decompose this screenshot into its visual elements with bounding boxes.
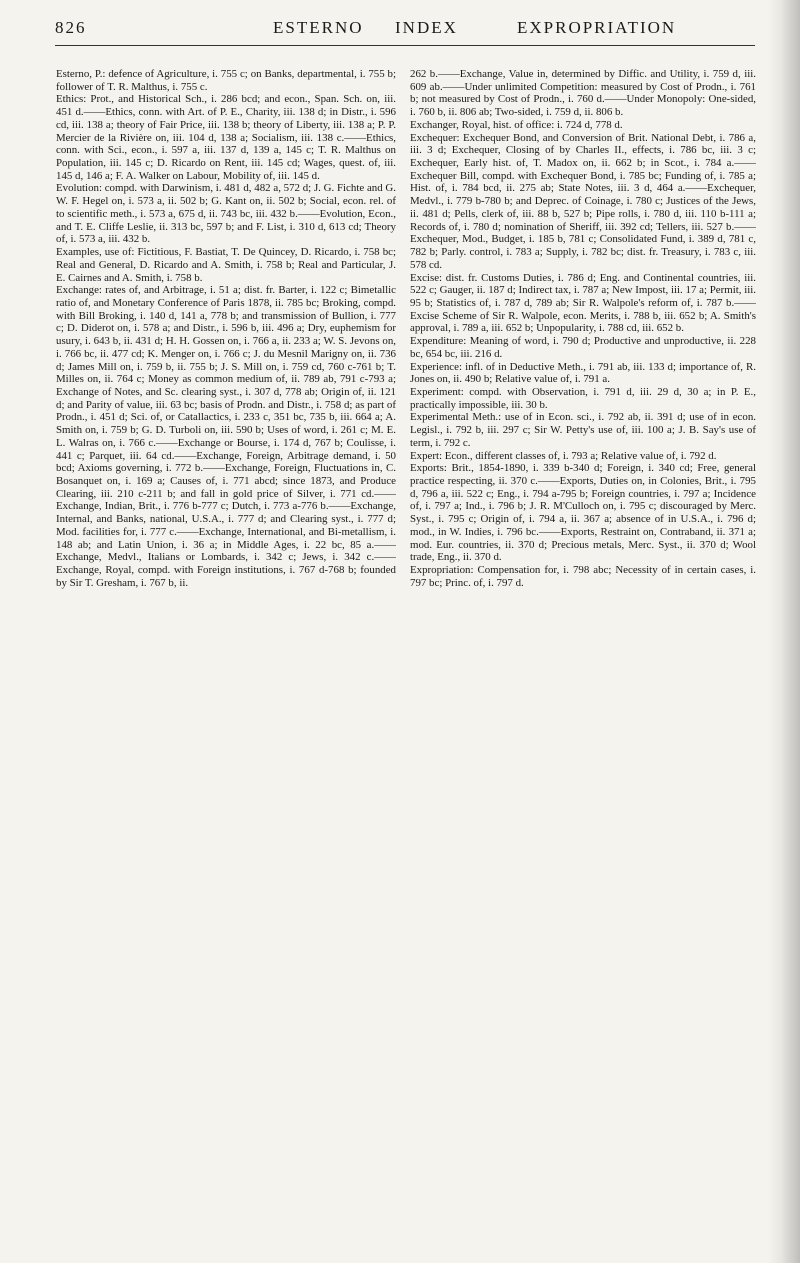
index-entry-exchange-cont: 262 b.——Exchange, Value in, determined by Diffic. and Utility, i. 759 d, iii. 609 ab.——Under unlimited Competition: measured by Cost of Prodn., i. 761 b; not measured by Cost of Prodn., i. 760 d.——Under Monopoly: One-sided, i. 760 b, ii. 806 ab; Two-sided, i. 759 d, ii. 806 b. — [410, 68, 756, 119]
index-entry-expert: Expert: Econ., different classes of, i. 793 a; Relative value of, i. 792 d. — [410, 449, 717, 462]
page-edge-shadow — [768, 0, 800, 1263]
index-entry-exchanger: Exchanger, Royal, hist. of office: i. 724 d, 778 d. — [410, 118, 623, 131]
head-section-title: INDEX — [395, 18, 458, 37]
index-entry-experimental-meth: Experimental Meth.: use of in Econ. sci., i. 792 ab, ii. 391 d; use of in econ. Legisl., i. 792 b, iii. 297 c; Sir W. Petty's use of, iii. 100 a; J. B. Say's use of term, i. 792 c. — [410, 411, 756, 449]
index-column-right — [410, 68, 756, 1248]
index-entry-expenditure: Expenditure: Meaning of word, i. 790 d; Productive and unproductive, ii. 228 bc, 654 bc, iii. 216 d. — [410, 335, 756, 360]
index-entry-esterno: Esterno, P.: defence of Agriculture, i. 755 c; on Banks, departmental, i. 755 b; follower of T. R. Malthus, i. 755 c. — [56, 68, 396, 93]
index-entry-exchequer: Exchequer: Exchequer Bond, and Conversion of Brit. National Debt, i. 786 a, iii. 3 d; Exchequer, Closing of by Charles II., effects, i. 786 bc, iii. 3 c; Exchequer, Early hist. of, T. Madox on, ii. 662 b; in Scot., i. 784 a.——Exchequer Bill, compd. with Exchequer Bond, i. 785 bc; Funding of, i. 785 a; Hist. of, i. 784 bcd, ii. 275 ab; State Notes, iii. 3 d, 464 a.——Exchequer, Medvl., i. 779 b-780 b; and Deprec. of Coinage, i. 780 c; Justices of the Jews, ii. 481 d; Pells, clerk of, iii. 88 b, 527 b; Pipe rolls, i. 780 d, iii. 110 b-111 a; Records of, i. 780 d; nomination of Sheriff, iii. 392 cd; Tellers, iii. 527 b.——Exchequer, Mod., Budget, i. 185 b, 781 c; Consolidated Fund, i. 389 d, 781 c, 782 b; Parly. control, i. 783 a; Supply, i. 782 bc; dist. fr. Treasury, i. 783 c, iii. 578 cd. — [410, 131, 756, 271]
index-column-left — [56, 68, 396, 1248]
running-head — [55, 18, 755, 40]
index-entry-experiment: Experiment: compd. with Observation, i. 791 d, iii. 29 d, 30 a; in P. E., practically impossible, iii. 30 b. — [410, 385, 756, 411]
index-entry-exports: Exports: Brit., 1854-1890, i. 339 b-340 d; Foreign, i. 340 cd; Free, general practice respecting, ii. 370 c.——Exports, Duties on, in Colonies, Brit., i. 795 d, 796 a, iii. 522 c; Eng., i. 794 a-795 b; Foreign countries, i. 797 a; Incidence of, i. 797 a; Ind., i. 796 b; J. R. M'Culloch on, i. 795 c; discouraged by Merc. Syst., i. 795 c; Origin of, i. 794 a, ii. 367 a; absence of in U.S.A., i. 796 d; mod., in W. Indies, i. 796 bc.——Exports, Restraint on, Contraband, ii. 371 a; mod. Eur. countries, ii. 370 d; Precious metals, Merc. Syst., ii. 370 d; Wool trade, Eng., ii. 370 d. — [410, 462, 756, 564]
head-last-entry: EXPROPRIATION — [517, 18, 677, 37]
index-entry-expropriation: Expropriation: Compensation for, i. 798 abc; Necessity of in certain cases, i. 797 bc; Princ. of, i. 797 d. — [410, 564, 756, 589]
head-first-entry: ESTERNO — [273, 18, 364, 37]
header-rule — [55, 45, 755, 46]
index-entry-exchange: Exchange: rates of, and Arbitrage, i. 51 a; dist. fr. Barter, i. 122 c; Bimetallic ratio of, and Monetary Conference of Paris 1878, ii. 785 bc; Broking, compd. with Bill Broking, i. 140 d, 141 a, 778 b; and transmission of Bullion, i. 777 c; D. Diderot on, i. 578 a; and Distr., i. 596 b, iii. 496 a; Dry, euphemism for usury, i. 643 b, ii. 431 d; H. H. Gossen on, i. 766 a, ii. 233 a; W. S. Jevons on, i. 766 bc, ii. 477 cd; K. Menger on, i. 766 c; J. du Mesnil Marigny on, ii. 736 d; James Mill on, i. 759 b, ii. 755 b; J. S. Mill on, i. 759 cd, 760 c-761 b; T. Milles on, ii. 764 c; Money as common medium of, ii. 789 ab, 791 c-793 a; Exchange of Notes, and Sc. clearing syst., i. 307 d, 778 ab; Origin of, ii. 121 d; and Parity of value, iii. 63 bc; basis of Prodn. and Distr., i. 758 d; as part of Prodn., i. 451 d; Sci. of, or Catallactics, i. 233 c, 351 bc, 735 b, iii. 664 a; A. Smith on, i. 759 b; G. D. Turboli on, iii. 590 b; Uses of word, i. 261 c; M. E. L. Walras on, i. 766 c.——Exchange or Bourse, i. 174 d, 767 b; Coulisse, i. 441 c; Parquet, iii. 64 cd.——Exchange, Foreign, Arbitrage demand, i. 50 bcd; Axioms governing, i. 772 b.——Exchange, Foreign, Fluctuations in, C. Bosanquet on, i. 169 a; Causes of, i. 771 abcd; since 1873, and Produce Clearing, iii. 210 c-211 b; and fall in gold price of Silver, i. 771 cd.——Exchange, Indian, Brit., i. 776 b-777 c; Dutch, i. 773 a-776 b.——Exchange, Internal, and Banks, national, U.S.A., i. 777 d; and Clearing syst., i. 777 d; Mod. facilities for, i. 777 c.——Exchange, International, and Bi-metallism, i. 148 ab; and Latin Union, i. 36 a; in Middle Ages, i. 22 bc, 85 a.——Exchange, Medvl., Italians or Lombards, i. 342 c; Jews, i. 342 c.——Exchange, Royal, compd. with Foreign institutions, i. 767 d-768 b; founded by Sir T. Gresham, i. 767 b, ii. — [56, 284, 396, 589]
index-entry-examples: Examples, use of: Fictitious, F. Bastiat, T. De Quincey, D. Ricardo, i. 758 bc; Real and General, D. Ricardo and A. Smith, i. 758 b; Real and Particular, J. E. Cairnes and A. Smith, i. 758 b. — [56, 246, 396, 284]
index-entry-experience: Experience: infl. of in Deductive Meth., i. 791 ab, iii. 133 d; importance of, R. Jones on, ii. 490 b; Relative value of, i. 791 a. — [410, 360, 756, 386]
page-number: 826 — [55, 18, 87, 37]
index-entry-evolution: Evolution: compd. with Darwinism, i. 481 d, 482 a, 572 d; J. G. Fichte and G. W. F. Hegel on, i. 573 a, ii. 502 b; G. Kant on, ii. 502 b; Social, econ. rel. of to scientific meth., i. 573 a, 675 d, ii. 743 bc, iii. 432 b.——Evolution, Econ., and T. E. Cliffe Leslie, ii. 313 bc, 597 b; and F. List, i. 310 d, 613 cd; Theory of, i. 573 a, iii. 432 b. — [56, 182, 396, 246]
index-entry-ethics: Ethics: Prot., and Historical Sch., i. 286 bcd; and econ., Span. Sch. on, iii. 451 d.——Ethics, conn. with Art. of P. E., Charity, iii. 138 d; in Distr., i. 596 cd, iii. 138 a; theory of Fair Price, iii. 138 b; theory of Liberty, iii. 138 a; P. P. Mercier de la Rivière on, iii. 104 d, 138 a; Socialism, iii. 138 c.——Ethics, conn. with Sci., econ., i. 597 a, iii. 137 d, 139 a, 145 c; T. R. Malthus on Population, iii. 145 c; D. Ricardo on Rent, iii. 145 cd; Wages, quest. of, iii. 145 d, 146 a; F. A. Walker on Labour, Mobility of, iii. 145 d. — [56, 93, 396, 182]
index-entry-excise: Excise: dist. fr. Customs Duties, i. 786 d; Eng. and Continental countries, iii. 522 c; Gauger, ii. 187 d; Indirect tax, i. 787 a; New Impost, iii. 17 a; Permit, iii. 95 b; Statistics of, i. 787 d, 789 ab; Sir R. Walpole's reform of, i. 787 b.——Excise Scheme of Sir R. Walpole, econ. Merits, i. 788 b, iii. 652 b; A. Smith's approval, i. 789 a, iii. 652 b; Unpopularity, i. 788 cd, iii. 652 b. — [410, 271, 756, 335]
